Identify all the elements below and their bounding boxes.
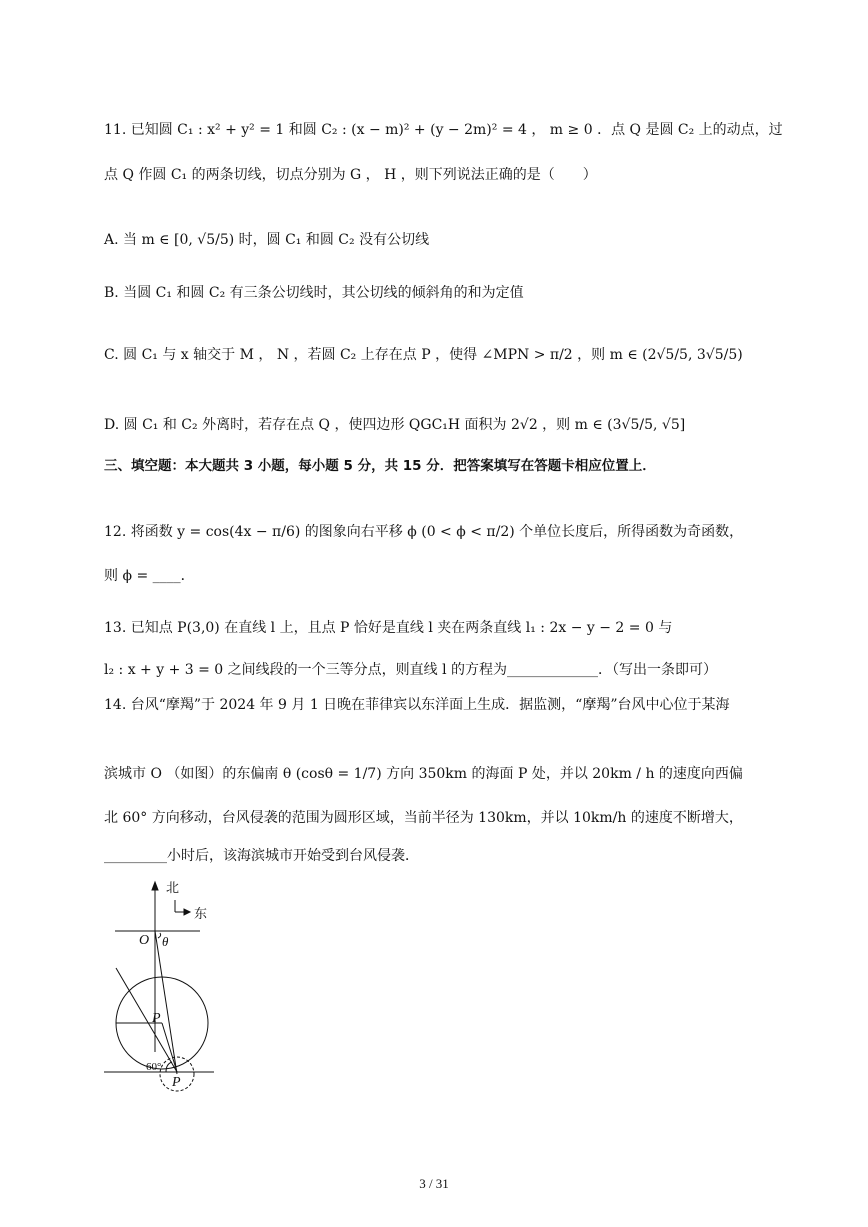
q11-option-b-text: B. 当圆 C₁ 和圆 C₂ 有三条公切线时，其公切线的倾斜角的和为定值 — [104, 285, 524, 301]
q11-line1-text: 11. 已知圆 C₁ : x² + y² = 1 和圆 C₂ : (x − m)² + (y − 2m)² = 4 ， m ≥ 0 ．点 Q 是圆 C₂ 上的动点，过 — [104, 122, 783, 138]
q14-line3-text: 北 60° 方向移动，台风侵袭的范围为圆形区域，当前半径为 130km，并以 10km/h 的速度不断增大， — [104, 810, 743, 826]
q11-line2-text: 点 Q 作圆 C₁ 的两条切线，切点分别为 G ， H ，则下列说法正确的是（ ） — [104, 167, 597, 183]
q12-line1 — [104, 522, 743, 542]
q11-option-c-text: C. 圆 C₁ 与 x 轴交于 M ， N ，若圆 C₂ 上存在点 P ，使得 ∠MPN > π/2 ，则 m ∈ (2√5/5, 3√5/5) — [104, 347, 743, 363]
q12-line2 — [104, 566, 195, 586]
q11-option-a-text: A. 当 m ∈ [0, √5/5) 时，圆 C₁ 和圆 C₂ 没有公切线 — [104, 232, 430, 248]
label-east: 东 — [194, 907, 208, 922]
theta-arc — [158, 933, 161, 938]
page-number: 3 / 31 — [419, 1176, 449, 1191]
label-north: 北 — [166, 881, 180, 896]
q11-stem-line1 — [104, 120, 783, 140]
section-3-heading — [104, 456, 656, 476]
q13-line2 — [104, 660, 717, 680]
q11-option-d-text: D. 圆 C₁ 和 C₂ 外离时，若存在点 Q ，使四边形 QGC₁H 面积为 2√2 ，则 m ∈ (3√5/5, √5] — [104, 417, 686, 433]
east-arrow-icon — [184, 909, 190, 915]
line-p-to-center — [162, 1023, 177, 1072]
q14-line2 — [104, 764, 743, 784]
label-p-outer: P — [172, 1075, 181, 1090]
q13-line1 — [104, 618, 672, 638]
q14-line2-text: 滨城市 O （如图）的东偏南 θ (cosθ = 1/7) 方向 350km 的海面 P 处，并以 20km / h 的速度向西偏 — [104, 766, 743, 782]
typhoon-diagram — [100, 876, 230, 1096]
q13-line1-text: 13. 已知点 P(3,0) 在直线 l 上，且点 P 恰好是直线 l 夹在两条直线 l₁ : 2x − y − 2 = 0 与 — [104, 620, 673, 636]
q11-option-b — [104, 283, 524, 303]
q11-option-d — [104, 415, 685, 435]
q12-line2-text: 则 ϕ = ____． — [104, 568, 195, 584]
q14-line1 — [104, 695, 730, 715]
label-origin: O — [139, 933, 150, 948]
label-theta: θ — [162, 934, 169, 949]
direction-line — [116, 968, 177, 1072]
q14-line1-text: 14. 台风“摩羯”于 2024 年 9 月 1 日晚在菲律宾以东洋面上生成．据监测，“摩羯”台风中心位于某海 — [104, 697, 730, 713]
q13-line2-text: l₂ : x + y + 3 = 0 之间线段的一个三等分点，则直线 l 的方程为_____________．（写出一条即可） — [104, 662, 718, 678]
label-p-inner: P — [152, 1011, 161, 1026]
q11-stem-line2 — [104, 165, 597, 185]
label-60: 60° — [146, 1061, 162, 1073]
q12-line1-text: 12. 将函数 y = cos(4x − π/6) 的图象向右平移 ϕ (0 < ϕ < π/2) 个单位长度后，所得函数为奇函数， — [104, 524, 744, 540]
q14-line3 — [104, 808, 743, 828]
section-3-heading-text: 三、填空题：本大题共 3 小题，每小题 5 分，共 15 分．把答案填写在答题卡相应位置上． — [104, 458, 656, 474]
q11-option-a — [104, 230, 429, 250]
angle-60-arc — [166, 1062, 172, 1072]
q14-line4-text: _________小时后，该海滨城市开始受到台风侵袭． — [104, 848, 419, 864]
q14-line4 — [104, 846, 419, 866]
north-arrow-icon — [152, 882, 158, 890]
q11-option-c — [104, 345, 743, 365]
